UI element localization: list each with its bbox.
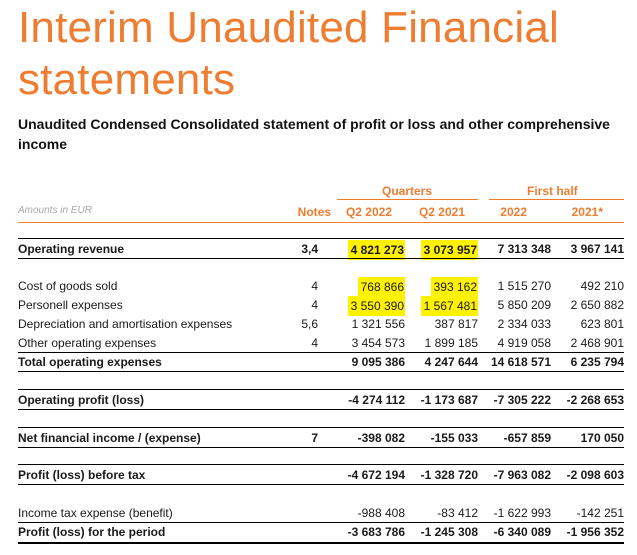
row-value-q2-2021: -1 328 720 <box>420 468 478 482</box>
group-header-quarters: Quarters <box>382 184 433 198</box>
row-value-q2-2021: -1 245 308 <box>420 525 478 539</box>
table-row <box>18 240 624 258</box>
row-label: Other operating expenses <box>18 336 157 350</box>
row-label: Personell expenses <box>18 298 123 312</box>
row-label: Operating profit (loss) <box>18 393 144 407</box>
row-value-q2-2022: -4 672 194 <box>347 468 405 482</box>
row-value-2021: 6 235 794 <box>570 355 624 369</box>
first-half-underline <box>489 199 624 200</box>
row-value-2021: 492 210 <box>580 279 624 293</box>
row-note: 4 <box>311 298 318 312</box>
row-value-q2-2022: -398 082 <box>357 431 405 445</box>
row-value-q2-2022: -988 408 <box>357 506 405 520</box>
row-value-2022: -1 622 993 <box>493 506 551 520</box>
divider-top-operating-profit <box>18 389 624 390</box>
quarters-underline <box>337 199 478 200</box>
divider-top-revenue <box>18 238 624 239</box>
column-header-2022: 2022 <box>500 205 527 219</box>
row-value-q2-2022: 1 321 556 <box>351 317 405 331</box>
row-note: 4 <box>311 279 318 293</box>
table-row <box>18 391 624 409</box>
row-value-2022: -657 859 <box>503 431 551 445</box>
row-value-q2-2021: 1 899 185 <box>424 336 478 350</box>
row-label: Income tax expense (benefit) <box>18 506 173 520</box>
page-title: Interim Unaudited Financial statements <box>18 3 560 104</box>
row-value-2021: 2 468 901 <box>570 336 624 350</box>
row-note: 4 <box>311 336 318 350</box>
divider-bottom-revenue <box>18 258 624 259</box>
row-value-q2-2021: 1 567 481 <box>421 296 478 316</box>
table-row <box>18 523 624 541</box>
row-value-q2-2022: -4 274 112 <box>348 393 405 407</box>
row-value-2022: 7 313 348 <box>497 242 551 256</box>
row-value-q2-2022: 3 550 390 <box>348 296 405 316</box>
row-value-2022: 14 618 571 <box>490 355 551 369</box>
divider-final <box>18 542 624 544</box>
group-header-first-half: First half <box>527 184 578 198</box>
row-value-2022: -6 340 089 <box>493 525 551 539</box>
row-value-2021: -142 251 <box>576 506 624 520</box>
row-note: 3,4 <box>301 242 318 256</box>
table-row <box>18 296 624 314</box>
row-value-q2-2021: -83 412 <box>437 506 478 520</box>
divider-top-profit-before-tax <box>18 464 624 465</box>
row-value-q2-2021: 393 162 <box>431 277 478 297</box>
table-row <box>18 429 624 447</box>
table-row <box>18 334 624 352</box>
column-header-notes: Notes <box>297 205 331 219</box>
row-value-2022: -7 963 082 <box>493 468 551 482</box>
row-label: Cost of goods sold <box>18 279 118 293</box>
divider-bottom-net-financial <box>18 447 624 448</box>
row-value-2022: 1 515 270 <box>497 279 551 293</box>
row-note: 7 <box>311 431 318 445</box>
table-row <box>18 277 624 295</box>
row-value-2021: -1 956 352 <box>566 525 624 539</box>
row-value-2022: 2 334 033 <box>497 317 551 331</box>
row-label: Profit (loss) for the period <box>18 525 166 539</box>
row-value-2021: -2 098 603 <box>566 468 624 482</box>
row-value-q2-2022: 3 454 573 <box>351 336 405 350</box>
column-header-q2-2022: Q2 2022 <box>345 205 392 219</box>
row-note: 5,6 <box>301 317 318 331</box>
row-value-2022: 4 919 058 <box>497 336 551 350</box>
table-row <box>18 315 624 333</box>
divider-below-total <box>18 371 624 372</box>
row-value-q2-2022: -3 683 786 <box>347 525 405 539</box>
row-label: Profit (loss) before tax <box>18 468 146 482</box>
row-value-2022: 5 850 209 <box>497 298 551 312</box>
row-value-q2-2022: 768 866 <box>358 277 405 297</box>
row-label: Operating revenue <box>18 242 125 256</box>
row-value-2021: 3 967 141 <box>570 242 624 256</box>
column-header-2021: 2021* <box>571 205 603 219</box>
row-value-2021: -2 268 653 <box>566 393 624 407</box>
table-row <box>18 504 624 522</box>
row-value-2022: -7 305 222 <box>493 393 551 407</box>
row-value-2021: 2 650 882 <box>570 298 624 312</box>
divider-bottom-profit-before-tax <box>18 484 624 485</box>
row-label: Total operating expenses <box>18 355 162 369</box>
row-value-q2-2021: 387 817 <box>434 317 478 331</box>
row-value-q2-2022: 4 821 273 <box>348 240 405 260</box>
row-value-2021: 623 801 <box>580 317 624 331</box>
divider-top-net-financial <box>18 427 624 428</box>
row-value-q2-2021: 4 247 644 <box>424 355 478 369</box>
statement-subtitle: Unaudited Condensed Consolidated statement of profit or loss and other comprehensive income <box>18 116 610 152</box>
table-row <box>18 466 624 484</box>
row-value-q2-2021: 3 073 957 <box>421 240 478 260</box>
row-value-2021: 170 050 <box>580 431 624 445</box>
row-value-q2-2021: -1 173 687 <box>420 393 478 407</box>
row-label: Net financial income / (expense) <box>18 431 201 445</box>
divider-bottom-operating-profit <box>18 409 624 410</box>
column-header-q2-2021: Q2 2021 <box>418 205 465 219</box>
header-divider <box>18 222 624 223</box>
table-row <box>18 353 624 371</box>
row-label: Depreciation and amortisation expenses <box>18 317 233 331</box>
row-value-q2-2022: 9 095 386 <box>351 355 405 369</box>
amounts-label: Amounts in EUR <box>18 205 92 216</box>
row-value-q2-2021: -155 033 <box>430 431 478 445</box>
